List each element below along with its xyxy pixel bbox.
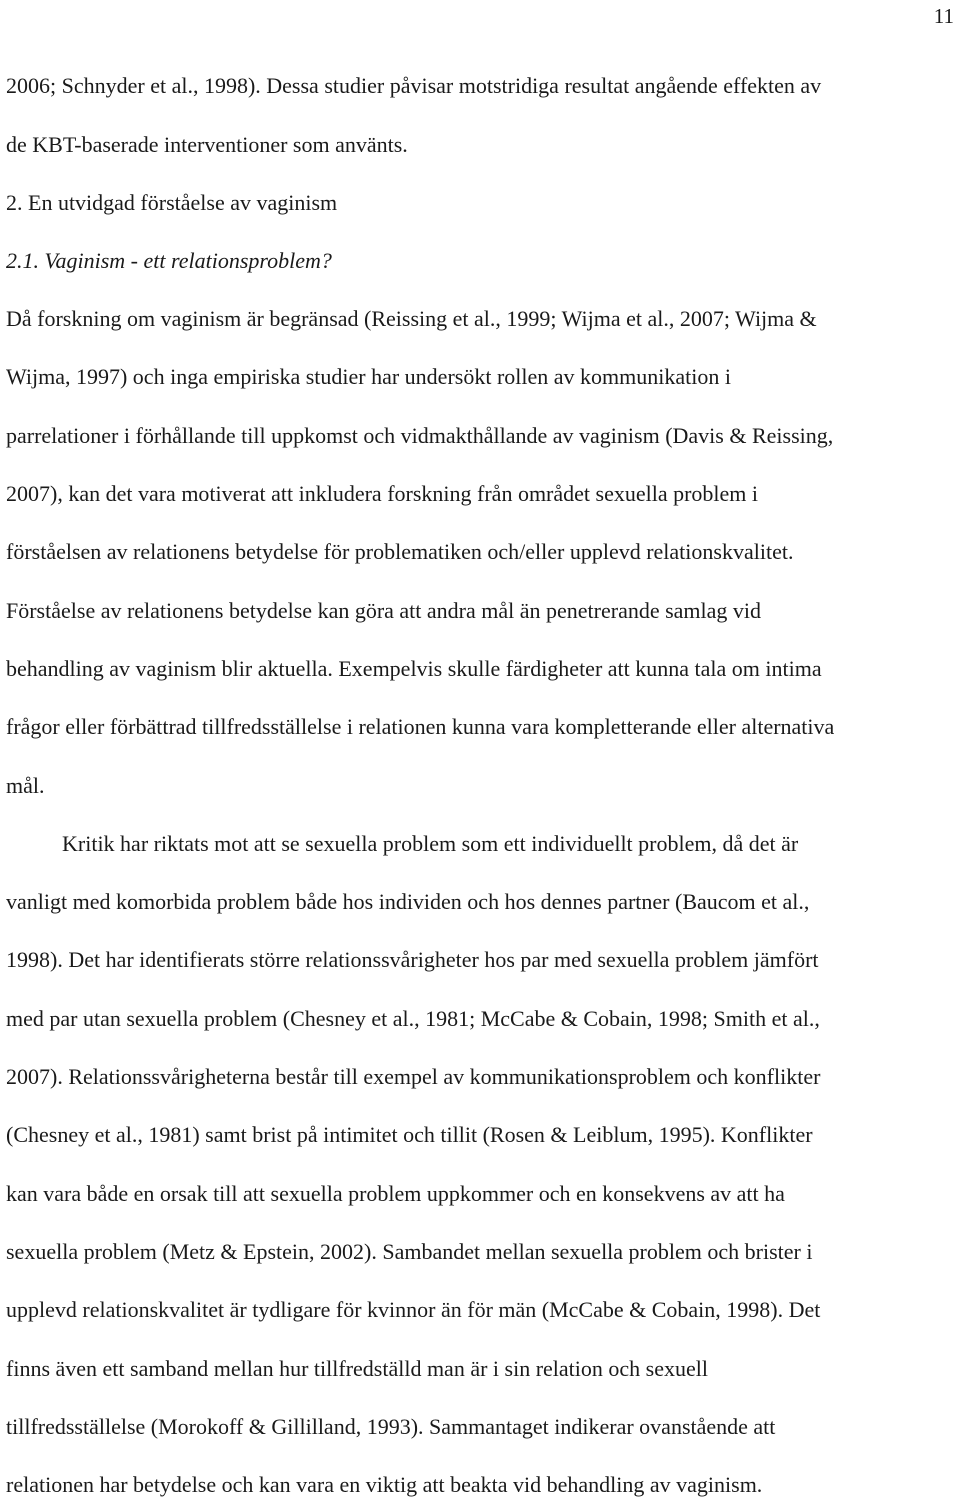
text-line: Kritik har riktats mot att se sexuella problem som ett individuellt problem, då det är xyxy=(62,831,799,856)
text-line: Wijma, 1997) och inga empiriska studier har undersökt rollen av kommunikation i xyxy=(6,364,731,389)
text-line: finns även ett samband mellan hur tillfredställd man är i sin relation och sexuell xyxy=(6,1356,708,1381)
text-line: mål. xyxy=(6,773,45,798)
text-line: 1998). Det har identifierats större relationssvårigheter hos par med sexuella problem jämfört xyxy=(6,947,819,972)
text-line: 2007). Relationssvårigheterna består till exempel av kommunikationsproblem och konflikter xyxy=(6,1064,821,1089)
text-line: vanligt med komorbida problem både hos individen och hos dennes partner (Baucom et al., xyxy=(6,889,810,914)
text-line: med par utan sexuella problem (Chesney et al., 1981; McCabe & Cobain, 1998; Smith et al., xyxy=(6,1006,820,1031)
text-line: tillfredsställelse (Morokoff & Gillilland, 1993). Sammantaget indikerar ovanstående att xyxy=(6,1414,776,1439)
text-line: förståelsen av relationens betydelse för problematiken och/eller upplevd relationskvalitet. xyxy=(6,539,794,564)
text-line: 2006; Schnyder et al., 1998). Dessa studier påvisar motstridiga resultat angående effekten av xyxy=(6,73,822,98)
page-number: 11 xyxy=(933,4,954,28)
text-line: frågor eller förbättrad tillfredsställelse i relationen kunna vara kompletterande eller alternativa xyxy=(6,714,835,739)
text-line: behandling av vaginism blir aktuella. Exempelvis skulle färdigheter att kunna tala om intima xyxy=(6,656,822,681)
text-line: Då forskning om vaginism är begränsad (Reissing et al., 1999; Wijma et al., 2007; Wijma & xyxy=(6,306,817,331)
text-line: kan vara både en orsak till att sexuella problem uppkommer och en konsekvens av att ha xyxy=(6,1181,785,1206)
text-line: sexuella problem (Metz & Epstein, 2002). Sambandet mellan sexuella problem och brister i xyxy=(6,1239,813,1264)
text-line: de KBT-baserade interventioner som använts. xyxy=(6,132,408,157)
text-line: Förståelse av relationens betydelse kan göra att andra mål än penetrerande samlag vid xyxy=(6,598,762,623)
text-line: 2007), kan det vara motiverat att inkludera forskning från området sexuella problem i xyxy=(6,481,759,506)
subsection-heading: 2.1. Vaginism - ett relationsproblem? xyxy=(6,248,332,273)
text-line: (Chesney et al., 1981) samt brist på intimitet och tillit (Rosen & Leiblum, 1995). Konflikter xyxy=(6,1122,813,1147)
text-line: parrelationer i förhållande till uppkomst och vidmakthållande av vaginism (Davis & Reissing, xyxy=(6,423,834,448)
section-heading: 2. En utvidgad förståelse av vaginism xyxy=(6,190,338,215)
text-line: upplevd relationskvalitet är tydligare för kvinnor än för män (McCabe & Cobain, 1998). Det xyxy=(6,1297,821,1322)
text-line: relationen har betydelse och kan vara en viktig att beakta vid behandling av vaginism. xyxy=(6,1472,763,1497)
